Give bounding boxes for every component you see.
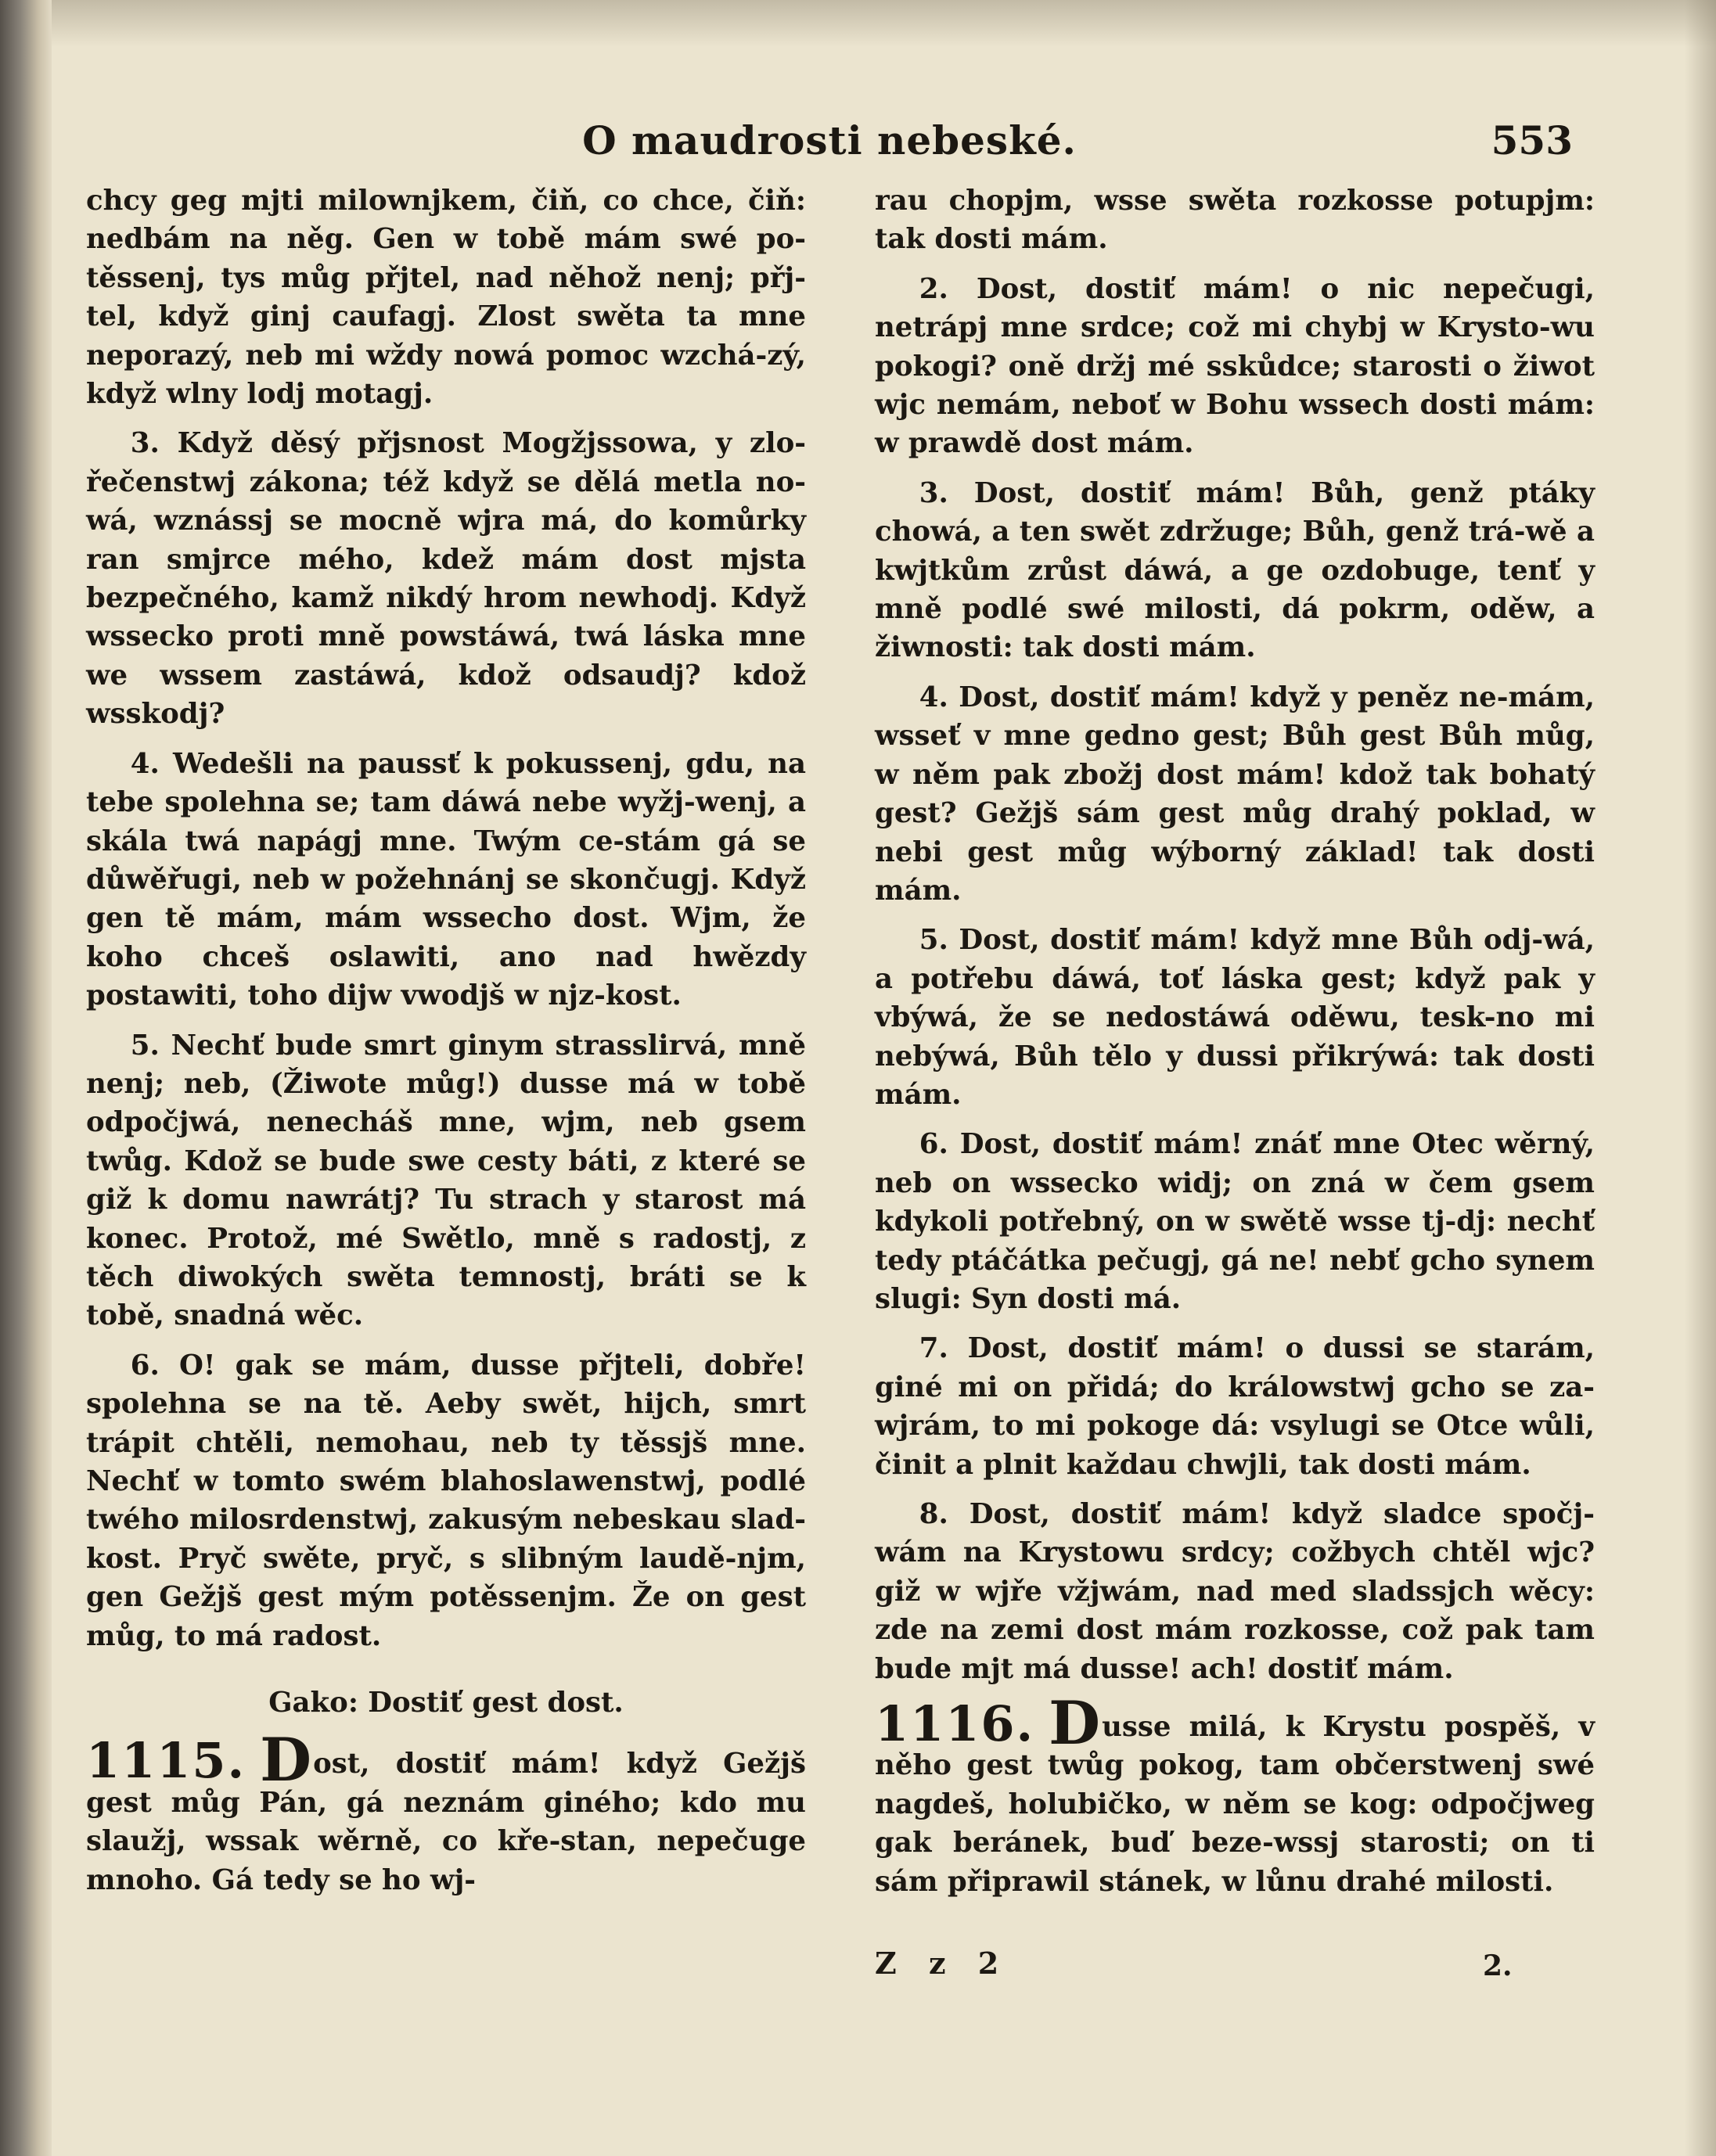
decorated-initial: D bbox=[1049, 1688, 1101, 1759]
catchword: 2. bbox=[1483, 1949, 1513, 1982]
right-verse-3: 3. Dost, dostiť mám! Bůh, genž ptáky chowá, a ten swět zdržuge; Bůh, genž trá-wě a kwjtkům zrůst dáwá, a ge ozdobuge, tenť y mně podlé swé milosti, dá pokrm, oděw, a žiwnosti: tak dosti mám. bbox=[875, 476, 1595, 664]
right-verse-6: 6. Dost, dostiť mám! znáť mne Otec wěrný, neb on wssecko widj; on zná w čem gsem kdykoli potřebný, on w swětě wsse tj-dj: nechť tedy ptáčátka pečugj, gá ne! nebť gcho synem slugi: Syn dosti má. bbox=[875, 1128, 1595, 1315]
hymn-number-1115: 1115. bbox=[86, 1732, 246, 1790]
right-verse-8: 8. Dost, dostiť mám! když sladce spočj-wám na Krystowu srdcy; cožbych chtěl wjc? giž w wjře vžjwám, nad med sladssjch wěcy: zde na zemi dost mám rozkosse, což pak tam bude mjt má dusse! ach! dostiť mám. bbox=[875, 1498, 1595, 1685]
right-verse-7: 7. Dost, dostiť mám! o dussi se starám, giné mi on přidá; do králowstwj gcho se za-wjrám, to mi pokoge dá: vsylugi se Otce wůli, činit a plnit každau chwjli, tak dosti mám. bbox=[875, 1332, 1595, 1481]
running-head: O maudrosti nebeské. bbox=[582, 117, 1077, 163]
left-column bbox=[86, 181, 806, 1899]
printer-signature-mark: Z z 2 bbox=[875, 1946, 1010, 1981]
right-verse-4: 4. Dost, dostiť mám! když y peněz ne-mám, wsseť v mne gedno gest; Bůh gest Bůh můg, w něm pak zbožj dost mám! kdož tak bohatý gest? Gežjš sám gest můg drahý poklad, w nebi gest můg wýborný základ! tak dosti mám. bbox=[875, 681, 1595, 907]
book-binding-gutter bbox=[0, 0, 52, 2156]
hymn-1116-first-verse bbox=[875, 1688, 1595, 1901]
page-top-shadow bbox=[52, 0, 1716, 47]
left-verse-3: 3. Když děsý přjsnost Mogžjssowa, y zlo-řečenstwj zákona; též když se dělá metla no-wá, wznássj se mocně wjra má, do komůrky ran smjrce mého, kdež mám dost mjsta bezpečného, kamž nikdý hrom newhodj. Když wssecko proti mně powstáwá, twá láska mne we wssem zastáwá, kdož odsaudj? kdož wsskodj? bbox=[86, 427, 806, 731]
melody-indication: Gako: Dostiť gest dost. bbox=[268, 1687, 624, 1719]
right-verse-5: 5. Dost, dostiť mám! když mne Bůh odj-wá, a potřebu dáwá, toť láska gest; když pak y vbýwá, že se nedostáwá oděwu, tesk-no mi nebýwá, Bůh tělo y dussi přikrýwá: tak dosti mám. bbox=[875, 924, 1595, 1111]
left-verse-4: 4. Wedešli na paussť k pokussenj, gdu, na tebe spolehna se; tam dáwá nebe wyžj-wenj, a skála twá napágj mne. Twým ce-stám gá se důwěřugi, neb w požehnánj se skončugj. Když gen tě mám, mám wssecho dost. Wjm, že koho chceš oslawiti, ano nad hwězdy postawiti, toho dijw vwodjš w njz-kost. bbox=[86, 747, 806, 1012]
hymn-1115-first-verse bbox=[86, 1725, 806, 1899]
left-paragraph-continued: chcy geg mjti milownjkem, čiň, co chce, čiň: nedbám na něg. Gen w tobě mám swé po-těssenj, tys můg přjtel, nad něhož nenj; přj-tel, když ginj caufagj. Zlost swěta ta mne neporazý, neb mi wždy nowá pomoc wzchá-zý, když wlny lodj motagj. bbox=[86, 185, 806, 411]
right-column bbox=[875, 181, 1595, 1901]
right-verse-2: 2. Dost, dostiť mám! o nic nepečugi, netrápj mne srdce; což mi chybj w Krysto-wu pokogi? oně držj mé sskůdce; starosti o žiwot wjc nemám, neboť w Bohu wssech dosti mám: w prawdě dost mám. bbox=[875, 272, 1595, 460]
left-verse-5: 5. Nechť bude smrt ginym strasslirvá, mně nenj; neb, (Žiwote můg!) dusse má w tobě odpočjwá, nenecháš mne, wjm, neb gsem twůg. Kdož se bude swe cesty báti, z které se giž k domu nawrátj? Tu strach y starost má konec. Protož, mé Swětlo, mně s radostj, z těch diwokých swěta temnostj, bráti se k tobě, snadná wěc. bbox=[86, 1029, 806, 1332]
hymn-1115-text: ost, dostiť mám! když Gežjš gest můg Pán, gá neznám giného; kdo mu slaužj, wssak wěrně, co kře-stan, nepečuge mnoho. Gá tedy se ho wj- bbox=[86, 1748, 806, 1896]
decorated-initial: D bbox=[260, 1725, 312, 1795]
page-number: 553 bbox=[1491, 117, 1573, 163]
left-verse-6: 6. O! gak se mám, dusse přjteli, dobře! spolehna se na tě. Aeby swět, hijch, smrt trápit chtěli, nemohau, neb ty těssjš mne. Nechť w tomto swém blahoslawenstwj, podlé twého milosrdenstwj, zakusým nebeskau slad-kost. Pryč swěte, pryč, s slibným laudě-njm, gen Gežjš gest mým potěssenjm. Že on gest můg, to má radost. bbox=[86, 1349, 806, 1652]
hymn-number-1116: 1116. bbox=[875, 1695, 1035, 1753]
hymn-1116-text: usse milá, k Krystu pospěš, v něho gest twůg pokog, tam občerstwenj swé nagdeš, holubičko, w něm se kog: odpočjweg gak beránek, buď beze-wssj starosti; on ti sám připrawil stánek, w lůnu drahé milosti. bbox=[875, 1711, 1595, 1898]
right-paragraph-continued: rau chopjm, wsse swěta rozkosse potupjm: tak dosti mám. bbox=[875, 185, 1595, 256]
page-header bbox=[86, 117, 1573, 180]
page-right-edge bbox=[1685, 0, 1716, 2156]
